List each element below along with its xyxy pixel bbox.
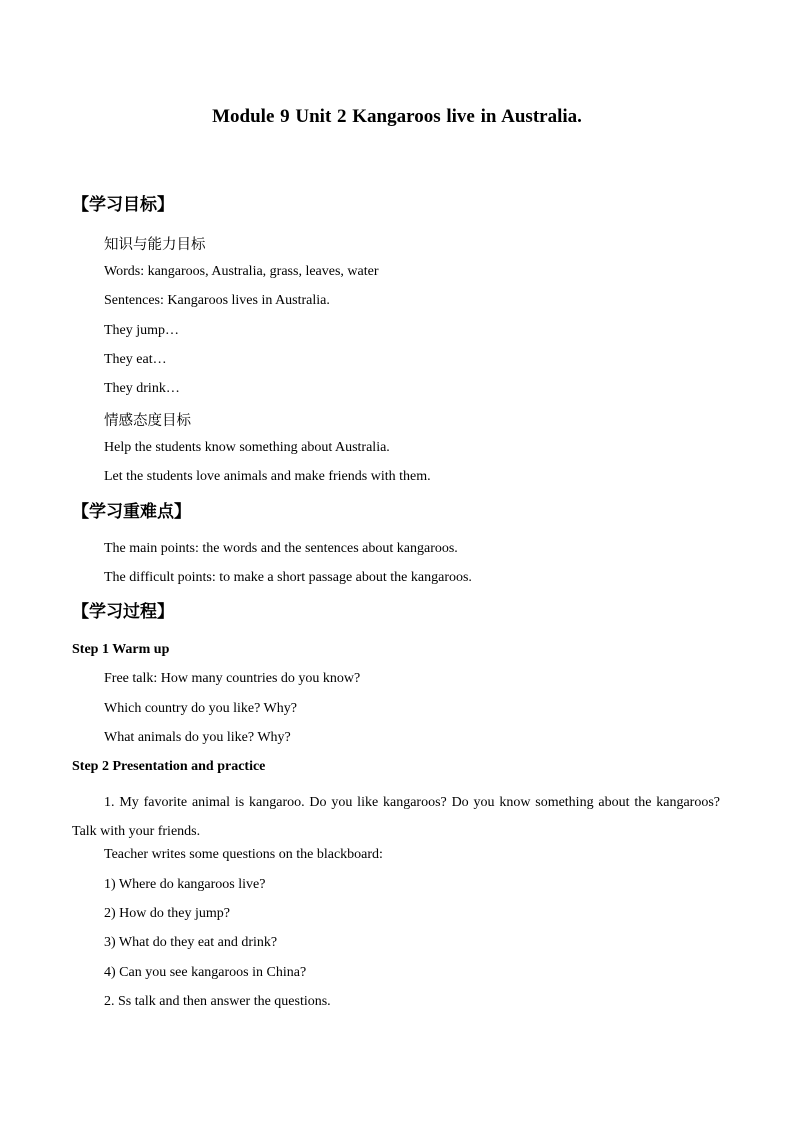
they-drink-line: They drink… bbox=[104, 381, 180, 396]
step1-title: Step 1 Warm up bbox=[72, 642, 170, 657]
step2-title: Step 2 Presentation and practice bbox=[72, 759, 266, 774]
what-animals-line: What animals do you like? Why? bbox=[104, 730, 291, 745]
subheading-knowledge-ability: 知识与能力目标 bbox=[104, 237, 206, 253]
ss-talk-line: 2. Ss talk and then answer the questions. bbox=[104, 994, 331, 1009]
main-points-line: The main points: the words and the sentences about kangaroos. bbox=[104, 541, 458, 556]
question-2-line: 2) How do they jump? bbox=[104, 906, 230, 921]
favorite-animal-paragraph: 1. My favorite animal is kangaroo. Do you like kangaroos? Do you know something about the kangaroos? Talk with your friends. bbox=[72, 795, 720, 839]
they-eat-line: They eat… bbox=[104, 352, 167, 367]
subheading-emotion-attitude: 情感态度目标 bbox=[104, 413, 191, 429]
question-1-line: 1) Where do kangaroos live? bbox=[104, 877, 266, 892]
teacher-writes-line: Teacher writes some questions on the blackboard: bbox=[104, 847, 383, 862]
question-4-line: 4) Can you see kangaroos in China? bbox=[104, 965, 307, 980]
they-jump-line: They jump… bbox=[104, 323, 180, 338]
which-country-line: Which country do you like? Why? bbox=[104, 701, 297, 716]
free-talk-line: Free talk: How many countries do you know? bbox=[104, 671, 361, 686]
love-animals-line: Let the students love animals and make friends with them. bbox=[104, 469, 431, 484]
help-students-line: Help the students know something about Australia. bbox=[104, 440, 390, 455]
heading-key-difficult-points: 【学习重难点】 bbox=[72, 502, 191, 522]
question-3-line: 3) What do they eat and drink? bbox=[104, 935, 278, 950]
words-line: Words: kangaroos, Australia, grass, leaves, water bbox=[104, 264, 379, 279]
difficult-points-line: The difficult points: to make a short passage about the kangaroos. bbox=[104, 570, 472, 585]
heading-learning-process: 【学习过程】 bbox=[72, 602, 174, 622]
page-title: Module 9 Unit 2 Kangaroos live in Australia. bbox=[212, 106, 582, 127]
heading-learning-objectives: 【学习目标】 bbox=[72, 195, 174, 215]
sentences-line: Sentences: Kangaroos lives in Australia. bbox=[104, 293, 330, 308]
